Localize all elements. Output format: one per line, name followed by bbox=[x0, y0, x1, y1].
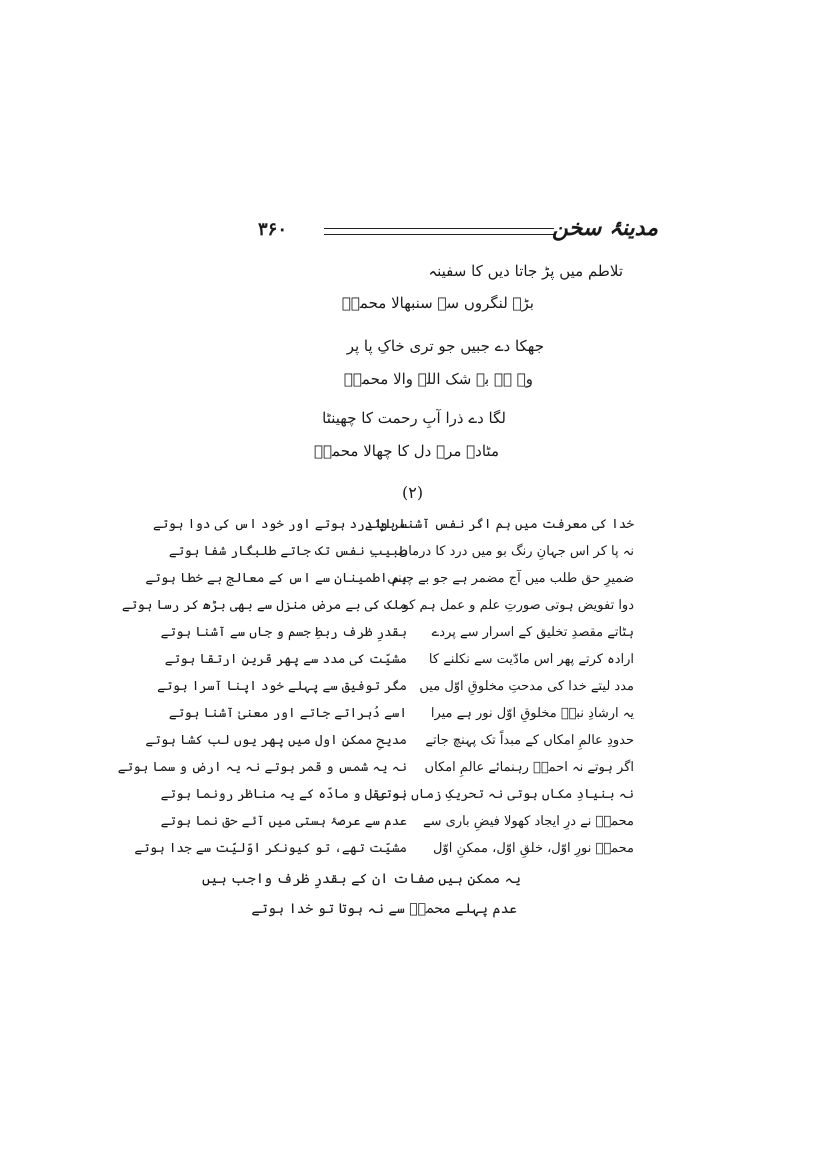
verse-left: مشیّت کی مدد سے پھر قرینِ ارتقا ہوتے bbox=[164, 652, 407, 667]
verse-left: سراپا درد ہوتے اور خود اس کی دوا ہوتے bbox=[153, 517, 407, 532]
verse-right: حدودِ عالمِ امکاں کے مبداً تک پہنچ جاتے bbox=[425, 733, 634, 748]
verse-right: ارادہ کرتے پھر اس مادّیت سے نکلنے کا bbox=[428, 652, 634, 667]
verse-right: خدا کی معرفت میں ہم اگر نفس آشنا ہوتے bbox=[364, 517, 634, 532]
book-title: مدینۂ سخن bbox=[551, 215, 658, 241]
closing-line: عدم پہلے محمدؐ سے نہ ہوتا تو خدا ہوتے bbox=[251, 901, 517, 917]
closing-line: یہ ممکن ہیں صفات ان کے بقدرِ ظرف واجب ہیں bbox=[202, 871, 521, 887]
verse-right: نہ پا کر اس جہانِ رنگ بو میں درد کا درماں bbox=[398, 544, 634, 559]
verse-right: محمدؐ نورِ اوّل، خلقِ اوّل، ممکنِ اوّل bbox=[432, 841, 634, 856]
verse-right: مدد لیتے خدا کی مدحتِ مخلوقِ اوّل میں bbox=[419, 679, 634, 694]
verse-left: اسے دُہراتے جاتے اور معنیٰ آشنا ہوتے bbox=[168, 706, 407, 721]
stanza-line: جھکا دے جبیں جو تری خاکِ پا پر bbox=[346, 337, 544, 355]
verse-left: بقدرِ ظرف ربطِ جسم و جاں سے آشنا ہوتے bbox=[160, 625, 407, 640]
verse-left: مدیحِ ممکنِ اول میں پھر یوں لب کشا ہوتے bbox=[145, 733, 407, 748]
verse-right: نہ بنیادِ مکاں ہوتی نہ تحریکِ زماں ہوتی bbox=[376, 787, 634, 802]
page-header bbox=[258, 215, 658, 255]
verse-left: ہم اطمینان سے اس کے معالج بے خطا ہوتے bbox=[145, 571, 407, 586]
stanza-line: تلاطم میں پڑ جاتا دیں کا سفینہ bbox=[428, 262, 623, 280]
verse-right: دوا تفویض ہوتی صورتِ علم و عمل ہم کو bbox=[402, 598, 634, 613]
verse-left: نہ عقل و مادّہ کے یہ مناظر رونما ہوتے bbox=[160, 787, 407, 802]
verse-right: یہ ارشادِ نبیؐ مخلوقِ اوّل نور ہے میرا bbox=[430, 706, 634, 721]
verse-left: عدم سے عرصۂ ہستی میں آئے حق نما ہوتے bbox=[160, 814, 407, 829]
verse-right: ہٹاتے مقصدِ تخلیق کے اسرار سے پردے bbox=[431, 625, 634, 640]
stanza-line: مٹادے مرے دل کا چھالا محمدؐ bbox=[314, 442, 499, 460]
verse-left: طبیبِ نفس تک جاتے طلبگار شفا ہوتے bbox=[168, 544, 407, 559]
section-number: (۲) bbox=[402, 483, 424, 502]
verse-left: ملک کی بے مرض منزل سے بھی بڑھ کر رسا ہوتے bbox=[121, 598, 407, 613]
stanza-line: وہ ہے بے شک اللہ والا محمدؐ bbox=[343, 370, 533, 388]
verse-left: مشیّت تھے، تو کیونکر اوّلیّت سے جدا ہوتے bbox=[134, 841, 407, 856]
verse-right: اگر ہوتے نہ احمدؐ رہنمائے عالمِ امکاں bbox=[424, 760, 634, 775]
verse-left: نہ یہ شمس و قمر ہوتے نہ یہ ارض و سما ہوتے bbox=[117, 760, 407, 775]
verse-right: محمدؐ نے درِ ایجاد کھولا فیضِ باری سے bbox=[423, 814, 634, 829]
stanza-line: بڑے لنگروں سے سنبھالا محمدؐ bbox=[341, 294, 534, 312]
verse-right: ضمیرِ حق طلب میں آج مضمر ہے جو بے چینی bbox=[387, 571, 634, 586]
page-number: ۳۶۰ bbox=[258, 219, 288, 240]
header-rule bbox=[324, 228, 554, 229]
header-rule bbox=[324, 234, 554, 235]
verse-left: مگر توفیق سے پہلے خود اپنا آسرا ہوتے bbox=[157, 679, 407, 694]
stanza-line: لگا دے ذرا آبِ رحمت کا چھینٹا bbox=[322, 409, 506, 427]
